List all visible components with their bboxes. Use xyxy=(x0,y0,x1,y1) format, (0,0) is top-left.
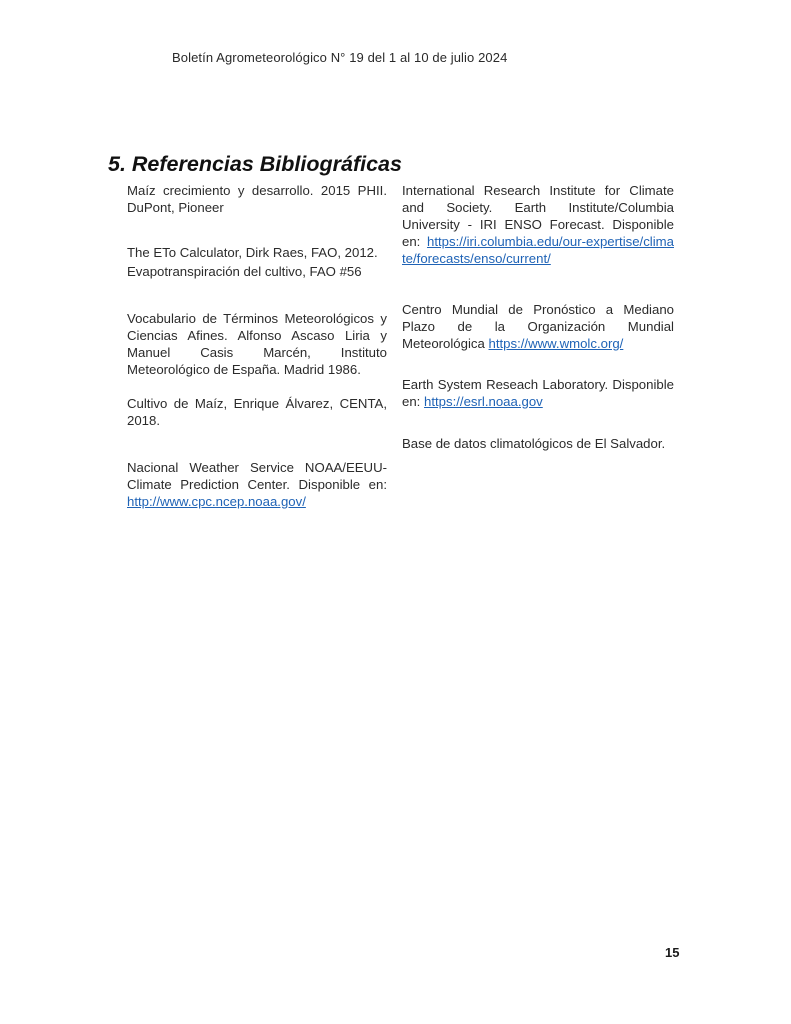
reference-item xyxy=(402,435,674,452)
reference-text: International Research Institute for Climate and Society. Earth Institute/Columbia University - IRI ENSO Forecast. Disponible en: xyxy=(402,183,674,249)
reference-text: Evapotranspiración del cultivo, FAO #56 xyxy=(127,264,362,279)
references-left-column xyxy=(127,182,387,510)
reference-item xyxy=(402,301,674,352)
reference-text: Centro Mundial de Pronóstico a Mediano Plazo de la Organización Mundial Meteorológica xyxy=(402,302,674,351)
reference-link[interactable]: https://www.wmolc.org/ xyxy=(488,336,624,351)
reference-item xyxy=(127,395,387,429)
reference-item xyxy=(127,310,387,378)
reference-link[interactable]: https://esrl.noaa.gov xyxy=(424,394,543,409)
reference-link[interactable]: http://www.cpc.ncep.noaa.gov/ xyxy=(127,494,306,509)
reference-text: Earth System Reseach Laboratory. Disponible en: xyxy=(402,377,674,409)
reference-text: Base de datos climatológicos de El Salvador. xyxy=(402,436,666,451)
page-number: 15 xyxy=(665,945,680,960)
reference-item xyxy=(402,182,674,267)
reference-item xyxy=(127,182,387,216)
reference-item xyxy=(127,459,387,510)
reference-text: Maíz crecimiento y desarrollo. 2015 PHII. DuPont, Pioneer xyxy=(127,183,387,215)
reference-item xyxy=(402,376,674,410)
references-right-column xyxy=(402,182,674,452)
reference-item xyxy=(127,242,387,263)
reference-text: Cultivo de Maíz, Enrique Álvarez, CENTA, 2018. xyxy=(127,396,387,428)
reference-text: Vocabulario de Términos Meteorológicos y Ciencias Afines. Alfonso Ascaso Liria y Manuel Casis Marcén, Instituto Meteorológico de España. Madrid 1986. xyxy=(127,311,387,377)
reference-text: Nacional Weather Service NOAA/EEUU-Climate Prediction Center. Disponible en: xyxy=(127,460,387,492)
reference-text: The ETo Calculator, Dirk Raes, FAO, 2012. xyxy=(127,245,378,260)
reference-link[interactable]: https://iri.columbia.edu/our-expertise/climate/forecasts/enso/current/ xyxy=(402,234,674,266)
running-header: Boletín Agrometeorológico N° 19 del 1 al 10 de julio 2024 xyxy=(172,50,508,65)
reference-item xyxy=(127,263,387,280)
section-title: 5. Referencias Bibliográficas xyxy=(108,152,402,176)
